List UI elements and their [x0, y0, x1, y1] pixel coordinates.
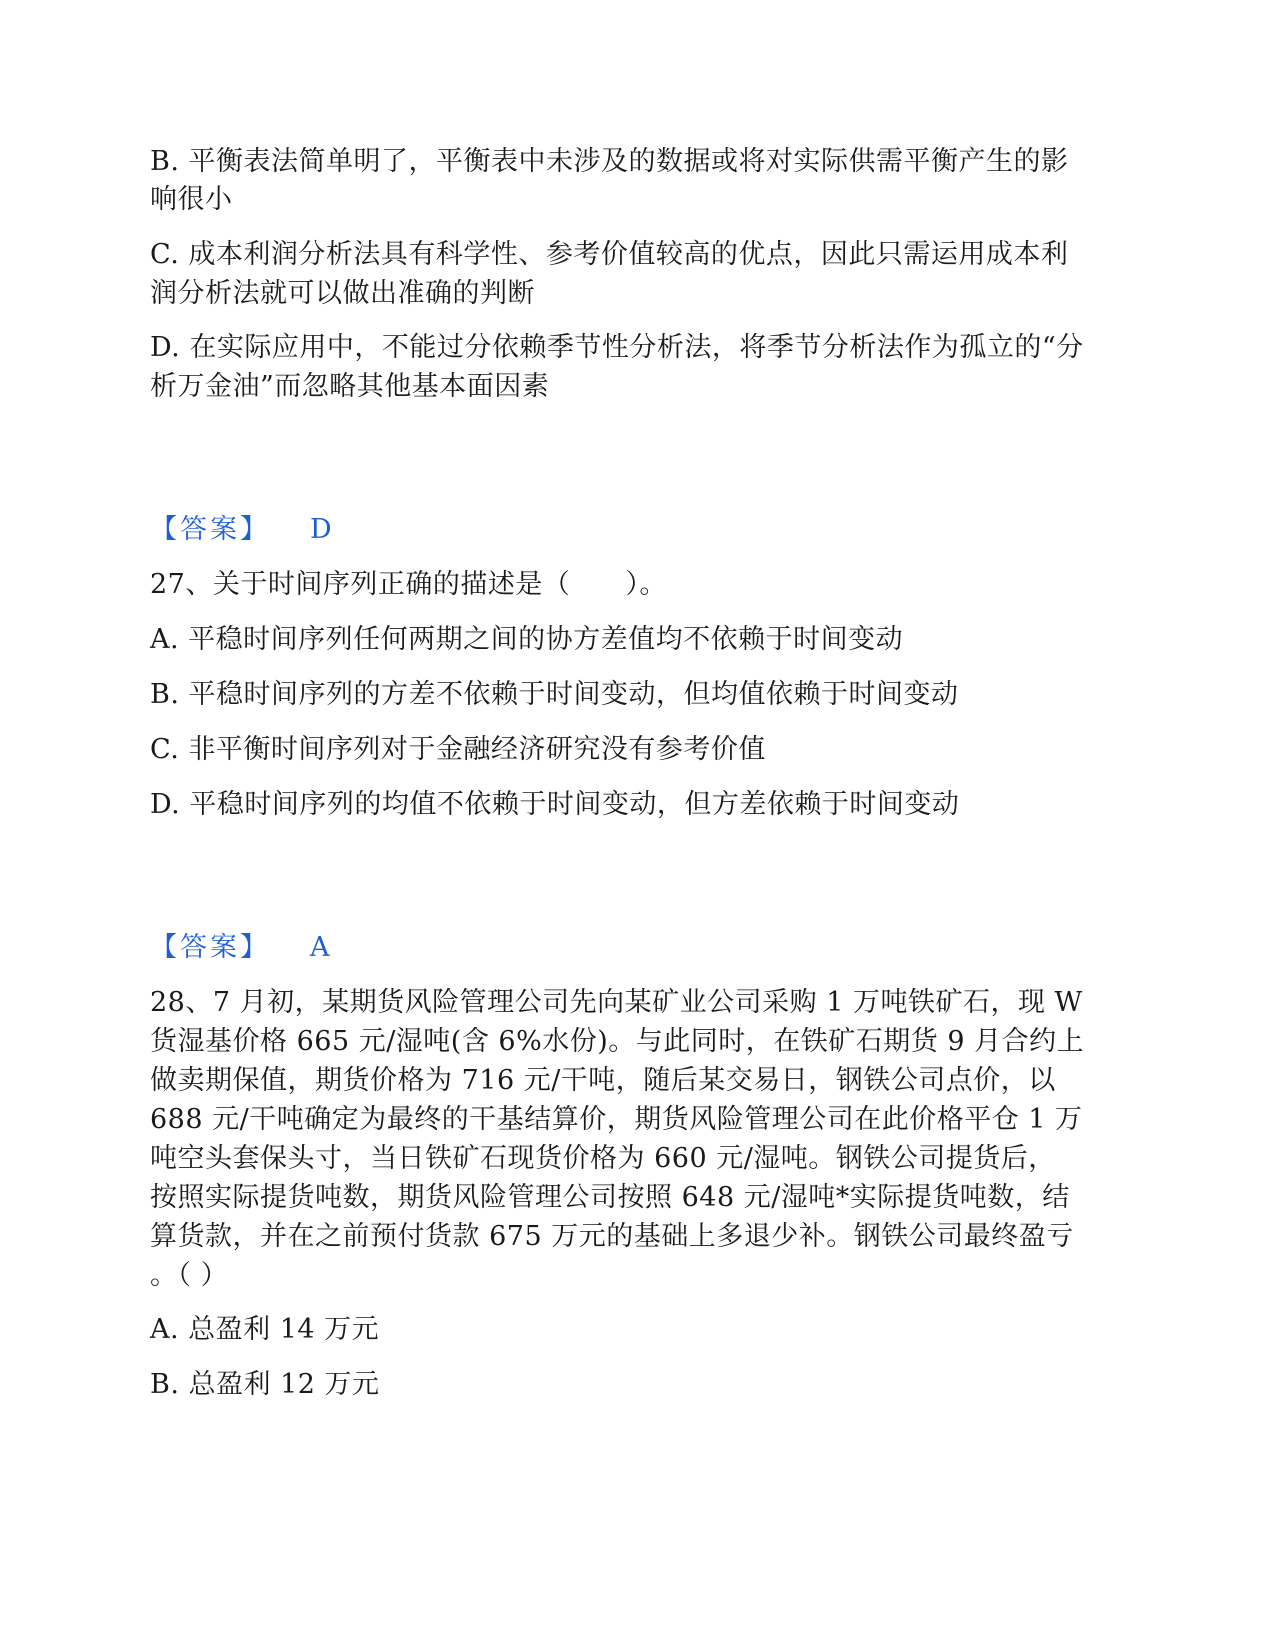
q26-answer — [150, 510, 1130, 550]
answer-label: 【答案】 — [150, 514, 270, 545]
q27-option-a: A. 平稳时间序列任何两期之间的协方差值均不依赖于时间变动 — [150, 624, 904, 655]
q27-option-b: B. 平稳时间序列的方差不依赖于时间变动，但均值依赖于时间变动 — [150, 679, 959, 710]
q27-answer — [150, 928, 1130, 968]
q26-option-b-line1: B. 平衡表法简单明了，平衡表中未涉及的数据或将对实际供需平衡产生的影 — [150, 146, 1069, 177]
q26-option-d-line2: 析万金油”而忽略其他基本面因素 — [150, 371, 550, 402]
q28-stem-line4: 688 元/干吨确定为最终的干基结算价，期货风险管理公司在此价格平仓 1 万 — [150, 1104, 1083, 1135]
q28-stem-line5: 吨空头套保头寸，当日铁矿石现货价格为 660 元/湿吨。钢铁公司提货后， — [150, 1143, 1056, 1174]
q27-stem: 27、关于时间序列正确的描述是（ ）。 — [150, 569, 667, 600]
q28-option-a: A. 总盈利 14 万元 — [150, 1314, 380, 1345]
q26-option-c-line2: 润分析法就可以做出准确的判断 — [150, 278, 535, 309]
answer-value: D — [310, 514, 333, 545]
answer-label: 【答案】 — [150, 932, 270, 963]
q28-option-b: B. 总盈利 12 万元 — [150, 1369, 380, 1400]
answer-value: A — [310, 932, 330, 963]
q28-stem-line7: 算货款，并在之前预付货款 675 万元的基础上多退少补。钢铁公司最终盈亏 — [150, 1221, 1074, 1252]
q26-option-d-line1: D. 在实际应用中，不能过分依赖季节性分析法，将季节分析法作为孤立的“分 — [150, 332, 1084, 363]
q28-stem-line3: 做卖期保值，期货价格为 716 元/干吨，随后某交易日，钢铁公司点价，以 — [150, 1065, 1056, 1096]
q28-stem-line1: 28、7 月初，某期货风险管理公司先向某矿业公司采购 1 万吨铁矿石，现 W — [150, 987, 1083, 1018]
q28-stem-line2: 货湿基价格 665 元/湿吨(含 6%水份)。与此同时，在铁矿石期货 9 月合约上 — [150, 1026, 1085, 1057]
q27-option-c: C. 非平衡时间序列对于金融经济研究没有参考价值 — [150, 734, 766, 765]
q28-stem-line6: 按照实际提货吨数，期货风险管理公司按照 648 元/湿吨*实际提货吨数，结 — [150, 1182, 1070, 1213]
q26-option-c-line1: C. 成本利润分析法具有科学性、参考价值较高的优点，因此只需运用成本利 — [150, 239, 1069, 270]
q26-option-b-line2: 响很小 — [150, 184, 233, 215]
q27-option-d: D. 平稳时间序列的均值不依赖于时间变动，但方差依赖于时间变动 — [150, 789, 960, 820]
q28-stem-line8: 。（ ） — [150, 1260, 229, 1291]
